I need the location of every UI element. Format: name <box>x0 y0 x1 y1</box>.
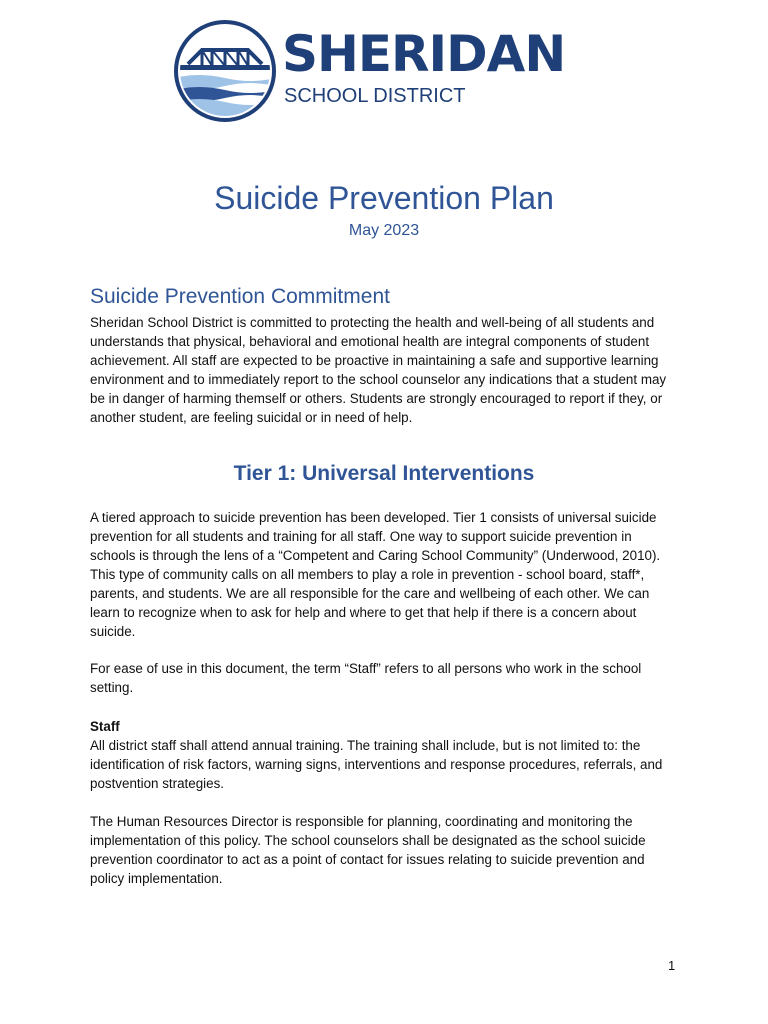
staff-training-paragraph: All district staff shall attend annual training. The training shall include, but is not limited to: the identification of risk factors, warning signs, interventions and response procedures, referrals, and postvention strategies. <box>90 738 663 791</box>
bridge-logo-icon <box>174 20 276 122</box>
tier1-heading: Tier 1: Universal Interventions <box>233 462 535 485</box>
district-subtitle: SCHOOL DISTRICT <box>284 85 466 107</box>
document-date: May 2023 <box>348 222 420 239</box>
page-title: Suicide Prevention Plan <box>214 180 554 216</box>
district-logo <box>174 20 604 122</box>
commitment-paragraph: Sheridan School District is committed to protecting the health and well-being of all students and understands that physical, behavioral and emotional health are integral components of student achievement. All staff are expected to be proactive in maintaining a safe and supportive learning environment and to immediately report to the school counselor any indications that a student may be in danger of harming themself or others. Students are strongly encouraged to report if they, or another student, are feeling suicidal or in need of help. <box>90 315 667 425</box>
district-name: SHERIDAN <box>282 25 566 83</box>
page-number: 1 <box>668 958 676 973</box>
hr-director-paragraph: The Human Resources Director is responsible for planning, coordinating and monitoring the implementation of this policy. The school counselors shall be designated as the school suicide prevention coordinator to act as a point of contact for issues relating to suicide prevention and policy implementation. <box>90 814 646 886</box>
staff-subheading: Staff <box>90 719 120 734</box>
staff-definition-paragraph: For ease of use in this document, the term “Staff” refers to all persons who work in the school setting. <box>90 661 642 695</box>
tier1-paragraph: A tiered approach to suicide prevention has been developed. Tier 1 consists of universal suicide prevention for all students and training for all staff. One way to support suicide prevention in schools is through the lens of a “Competent and Caring School Community” (Underwood, 2010). This type of community calls on all members to play a role in prevention - school board, staff*, parents, and students. We are all responsible for the care and wellbeing of each other. We can learn to recognize when to ask for help and where to get that help if there is a concern about suicide. <box>90 510 661 639</box>
commitment-heading: Suicide Prevention Commitment <box>90 285 390 308</box>
